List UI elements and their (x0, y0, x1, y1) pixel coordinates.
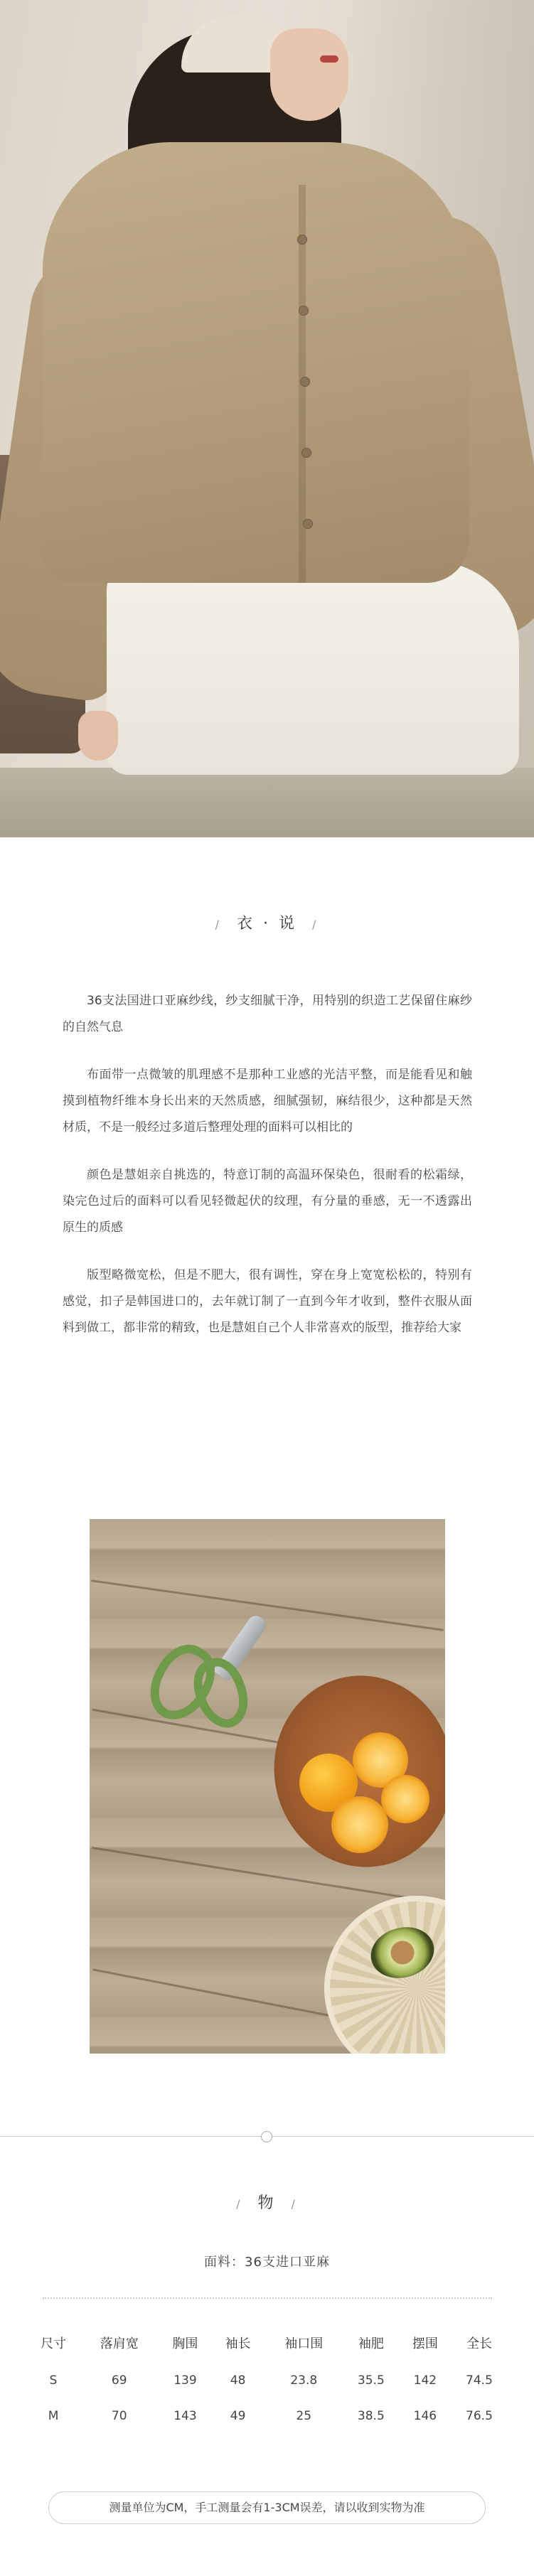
table-cell: 146 (413, 2409, 437, 2423)
table-cell: 38.5 (357, 2409, 385, 2423)
table-cell: S (49, 2373, 58, 2388)
table-cell: 70 (111, 2409, 127, 2423)
table-cell: 76.5 (466, 2409, 493, 2423)
shirt-button (300, 377, 310, 387)
header-shoulder: 落肩宽 (100, 2336, 139, 2351)
intro-paragraph: 颜色是慧姐亲自挑选的，特意订制的高温环保染色，很耐看的松霜绿，染完色过后的面料可以看见轻微起伏的纹理，有分量的垂感，无一不透露出原生的质感 (63, 1168, 472, 1235)
size-table (27, 2323, 507, 2434)
title-slash-right: / (291, 2197, 298, 2211)
hero-model-photo (0, 0, 534, 837)
model-hand (78, 711, 118, 761)
shirt-button (299, 306, 309, 316)
table-cell: 23.8 (290, 2373, 318, 2388)
fabric-info: 面料：36支进口亚麻 (204, 2255, 330, 2270)
intro-paragraph: 版型略微宽松，但是不肥大，很有调性，穿在身上宽宽松松的，特别有感觉，扣子是韩国进口的，去年就订制了一直到今年才收到，整件衣服从面料到做工，都非常的精致，也是慧姐自己个人非常喜欢的版型，推荐给大家 (63, 1268, 472, 1335)
product-title-text: 物 (257, 2194, 277, 2212)
table-cell: M (48, 2409, 59, 2423)
intro-paragraph: 36支法国进口亚麻纱线，纱支细腻干净，用特别的织造工艺保留住麻纱的自然气息 (63, 994, 472, 1034)
size-table-header-row (27, 2323, 507, 2363)
title-slash-left: / (236, 2197, 243, 2211)
table-row (27, 2398, 507, 2434)
shirt-button (303, 519, 313, 529)
header-length: 全长 (466, 2336, 492, 2351)
linen-shirt (43, 142, 469, 583)
intro-title (0, 911, 534, 933)
table-cell: 49 (230, 2409, 246, 2423)
table-cell: 74.5 (466, 2373, 493, 2388)
still-life-photo (90, 1519, 445, 2054)
header-hem: 摆围 (412, 2336, 438, 2351)
header-sleeve-width: 袖肥 (358, 2336, 384, 2351)
intro-paragraph: 布面带一点微皱的肌理感不是那种工业感的光洁平整，而是能看见和触摸到植物纤维本身长出来的天然质感，细腻强韧，麻结很少，这种都是天然材质，不是一般经过多道后整理处理的面料可以相比的 (63, 1068, 472, 1134)
intro-title-text: 衣 · 说 (237, 915, 297, 933)
title-slash-right: / (311, 918, 319, 931)
shirt-button (301, 448, 311, 458)
model-face (270, 28, 348, 121)
header-cuff: 袖口围 (284, 2336, 324, 2351)
table-cell: 69 (111, 2373, 127, 2388)
table-row (27, 2363, 507, 2398)
dotted-separator (43, 2297, 492, 2299)
orange-half (331, 1796, 388, 1853)
header-sleeve-length: 袖长 (225, 2336, 251, 2351)
white-pants (107, 562, 519, 775)
header-chest: 胸围 (172, 2336, 198, 2351)
intro-description (63, 988, 472, 1363)
table-cell: 48 (230, 2373, 246, 2388)
model-lip (320, 55, 338, 63)
floor (0, 768, 534, 837)
title-slash-left: / (215, 918, 222, 931)
table-cell: 25 (296, 2409, 312, 2423)
product-title (0, 2191, 534, 2213)
table-cell: 139 (173, 2373, 197, 2388)
circle-icon (261, 2131, 272, 2142)
table-cell: 142 (413, 2373, 437, 2388)
orange-half (381, 1775, 429, 1823)
header-size: 尺寸 (41, 2336, 67, 2351)
table-cell: 143 (173, 2409, 197, 2423)
wood-plank-seam (91, 1579, 444, 1631)
table-cell: 35.5 (357, 2373, 385, 2388)
shirt-button (297, 235, 307, 245)
measurement-note: 测量单位为CM，手工测量会有1-3CM误差，请以收到实物为准 (48, 2491, 486, 2524)
